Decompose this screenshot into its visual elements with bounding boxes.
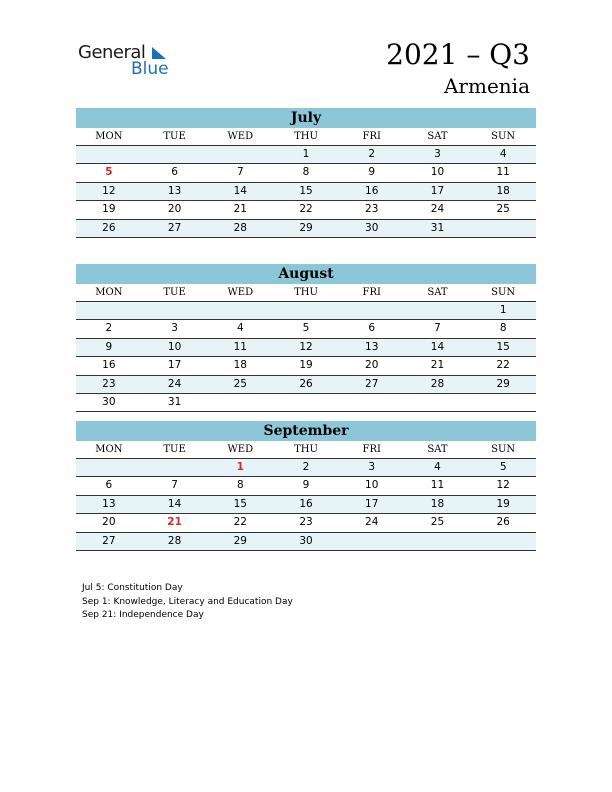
logo-blue-text: Blue	[131, 59, 169, 79]
day-cell: 5	[302, 322, 310, 335]
day-cell: 17	[365, 497, 379, 510]
week-row	[76, 339, 536, 357]
day-cell: 2	[302, 461, 310, 473]
holiday-day-cell: 1	[236, 461, 244, 473]
weekday-label: FRI	[362, 287, 381, 298]
week-row	[76, 496, 536, 514]
day-cell: 31	[167, 395, 182, 408]
day-cell: 8	[302, 166, 310, 179]
day-cell: 13	[167, 184, 182, 197]
day-cell: 13	[365, 340, 379, 353]
day-cell: 12	[496, 479, 510, 492]
day-cell: 12	[299, 340, 313, 353]
week-row	[76, 459, 536, 477]
holiday-note: Jul 5: Constitution Day	[82, 583, 183, 593]
day-cell: 15	[496, 340, 510, 353]
day-cell: 15	[233, 497, 247, 510]
day-cell	[273, 302, 339, 319]
week-row	[76, 220, 536, 238]
day-cell: 9	[302, 479, 310, 492]
day-cell: 18	[496, 184, 510, 197]
day-cell: 16	[299, 497, 313, 510]
day-cell: 21	[430, 359, 445, 372]
day-cell: 20	[167, 203, 182, 216]
day-cell: 7	[434, 322, 441, 335]
day-cell: 23	[102, 377, 116, 390]
month-september	[76, 421, 536, 551]
day-cell: 25	[496, 203, 510, 216]
day-cell: 9	[105, 340, 113, 353]
weekday-label: TUE	[163, 131, 186, 142]
day-cell: 20	[102, 516, 116, 529]
week-row	[76, 302, 536, 320]
day-cell: 23	[299, 516, 313, 529]
weekday-label: WED	[227, 287, 254, 298]
day-cell: 25	[233, 377, 247, 390]
day-cell	[405, 533, 471, 550]
weekday-label: TUE	[163, 444, 186, 455]
weekday-label: WED	[227, 131, 254, 142]
weekday-header-row	[76, 128, 536, 146]
week-row	[76, 376, 536, 394]
day-cell: 27	[365, 377, 379, 390]
holiday-notes	[82, 582, 293, 623]
day-cell	[142, 146, 208, 163]
day-cell: 19	[102, 203, 116, 216]
day-cell: 3	[368, 461, 376, 473]
week-row	[76, 183, 536, 201]
week-row	[76, 477, 536, 495]
week-row	[76, 201, 536, 219]
day-cell: 9	[368, 166, 376, 179]
week-row	[76, 394, 536, 412]
day-cell: 22	[233, 516, 247, 529]
page-title: 2021 – Q3	[386, 38, 530, 71]
day-cell	[207, 394, 273, 411]
month-header: July	[76, 108, 536, 128]
day-cell: 24	[167, 377, 182, 390]
day-cell: 26	[102, 221, 116, 234]
day-cell	[142, 302, 208, 319]
week-row	[76, 320, 536, 338]
country-name: Armenia	[443, 74, 530, 98]
logo-general-text: General	[78, 42, 146, 63]
holiday-note: Sep 21: Independence Day	[82, 610, 204, 620]
day-cell: 24	[430, 203, 445, 216]
day-cell	[405, 394, 471, 411]
weekday-label: TUE	[163, 287, 186, 298]
day-cell: 3	[171, 322, 178, 335]
day-cell	[76, 146, 142, 163]
week-row	[76, 533, 536, 551]
week-row	[76, 357, 536, 375]
day-cell: 11	[496, 166, 510, 179]
day-cell: 8	[499, 322, 507, 335]
day-cell: 7	[236, 166, 244, 179]
day-cell: 15	[299, 184, 313, 197]
day-cell: 29	[299, 221, 313, 234]
holiday-day-cell: 5	[105, 166, 113, 179]
day-cell: 22	[496, 359, 510, 372]
weekday-label: THU	[294, 287, 318, 298]
day-cell: 1	[302, 148, 310, 160]
day-cell	[470, 394, 536, 411]
day-cell	[470, 533, 536, 550]
day-cell: 10	[167, 340, 182, 353]
day-cell: 30	[102, 395, 116, 408]
day-cell	[405, 302, 471, 319]
day-cell: 4	[236, 322, 244, 335]
day-cell: 7	[171, 479, 178, 492]
day-cell: 17	[167, 359, 182, 372]
day-cell: 22	[299, 203, 313, 216]
day-cell: 4	[434, 461, 441, 473]
day-cell: 19	[299, 359, 313, 372]
day-cell: 2	[105, 322, 113, 335]
day-cell: 31	[430, 221, 445, 234]
day-cell	[339, 302, 405, 319]
day-cell: 20	[365, 359, 379, 372]
day-cell: 14	[167, 497, 182, 510]
week-row	[76, 164, 536, 182]
day-cell	[273, 394, 339, 411]
holiday-note: Sep 1: Knowledge, Literacy and Education Day	[82, 596, 293, 607]
weekday-label: SUN	[491, 287, 516, 298]
day-cell: 30	[299, 534, 313, 547]
day-cell	[207, 302, 273, 319]
month-july	[76, 108, 536, 238]
day-cell: 1	[499, 304, 507, 316]
day-cell: 6	[368, 322, 376, 335]
day-cell: 28	[167, 534, 182, 547]
day-cell	[339, 394, 405, 411]
day-cell: 28	[430, 377, 445, 390]
day-cell: 10	[365, 479, 379, 492]
day-cell: 14	[233, 184, 247, 197]
weekday-label: SUN	[491, 444, 516, 455]
day-cell: 29	[496, 377, 510, 390]
month-august	[76, 264, 536, 412]
weekday-label: SAT	[427, 444, 448, 455]
day-cell: 4	[499, 148, 507, 160]
day-cell: 16	[365, 184, 379, 197]
week-row	[76, 514, 536, 532]
day-cell	[470, 220, 536, 237]
day-cell: 3	[434, 148, 441, 160]
month-header: August	[76, 264, 536, 284]
day-cell	[339, 533, 405, 550]
holiday-day-cell: 21	[167, 516, 182, 529]
day-cell	[142, 459, 208, 476]
day-cell: 18	[430, 497, 445, 510]
day-cell: 16	[102, 359, 116, 372]
day-cell: 25	[430, 516, 445, 529]
day-cell: 23	[365, 203, 379, 216]
weekday-label: WED	[227, 444, 254, 455]
week-row	[76, 146, 536, 164]
day-cell: 30	[365, 221, 379, 234]
day-cell: 27	[102, 534, 116, 547]
day-cell: 26	[299, 377, 313, 390]
day-cell: 21	[233, 203, 247, 216]
weekday-header-row	[76, 284, 536, 302]
day-cell: 17	[430, 184, 445, 197]
day-cell: 5	[499, 461, 507, 473]
day-cell: 8	[236, 479, 244, 492]
day-cell: 24	[365, 516, 379, 529]
day-cell	[76, 459, 142, 476]
day-cell: 26	[496, 516, 510, 529]
month-header: September	[76, 421, 536, 441]
weekday-label: MON	[95, 131, 123, 142]
day-cell: 6	[171, 166, 178, 179]
day-cell: 11	[430, 479, 445, 492]
day-cell: 6	[105, 479, 113, 492]
day-cell: 11	[233, 340, 247, 353]
day-cell	[207, 146, 273, 163]
weekday-label: MON	[95, 287, 123, 298]
weekday-label: SUN	[491, 131, 516, 142]
day-cell: 13	[102, 497, 116, 510]
weekday-label: THU	[294, 131, 318, 142]
day-cell: 19	[496, 497, 510, 510]
day-cell: 27	[167, 221, 182, 234]
weekday-label: SAT	[427, 287, 448, 298]
weekday-label: FRI	[362, 444, 381, 455]
weekday-label: MON	[95, 444, 123, 455]
day-cell	[76, 302, 142, 319]
logo	[78, 42, 188, 82]
weekday-label: THU	[294, 444, 318, 455]
day-cell: 10	[430, 166, 445, 179]
day-cell: 28	[233, 221, 247, 234]
day-cell: 14	[430, 340, 445, 353]
day-cell: 2	[368, 148, 376, 160]
weekday-label: SAT	[427, 131, 448, 142]
weekday-label: FRI	[362, 131, 381, 142]
day-cell: 29	[233, 534, 247, 547]
day-cell: 18	[233, 359, 247, 372]
day-cell: 12	[102, 184, 116, 197]
weekday-header-row	[76, 441, 536, 459]
